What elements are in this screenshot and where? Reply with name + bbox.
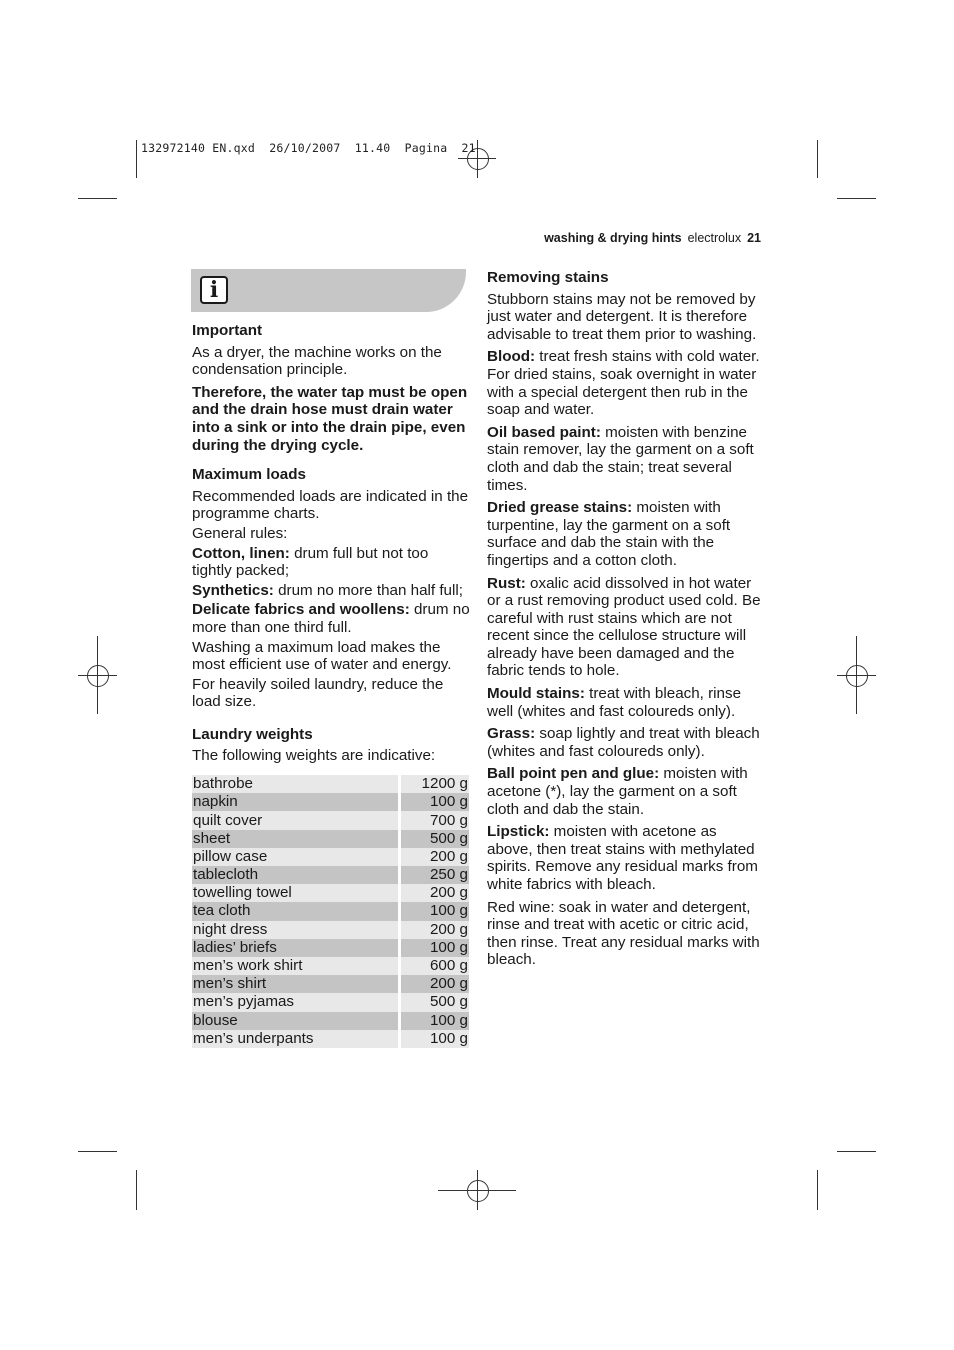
weight-item: men’s shirt	[192, 975, 398, 993]
stains-intro: Stubborn stains may not be removed by just water and detergent. It is therefore advisable to treat them prior to washing.	[487, 290, 757, 343]
max-loads-heading: Maximum loads	[192, 466, 306, 484]
rule-synthetics	[192, 582, 470, 600]
weight-item: napkin	[192, 793, 398, 811]
weight-value: 1200 g	[401, 775, 469, 793]
table-row	[192, 848, 469, 866]
stain-item	[487, 575, 765, 681]
important-warning: Therefore, the water tap must be open and the drain hose must drain water into a sink or into the drain pipe, even during the drying cycle.	[192, 383, 468, 454]
stain-text: soap lightly and treat with bleach (whites and fast coloureds only).	[487, 725, 760, 760]
weight-value: 200 g	[401, 884, 469, 902]
crop-mark	[136, 140, 137, 178]
stain-item	[487, 499, 765, 569]
crop-mark	[78, 198, 117, 199]
weight-item: ladies’ briefs	[192, 939, 398, 957]
crop-mark	[78, 1151, 117, 1152]
red-wine-text: Red wine: soak in water and detergent, rinse and treat with acetic or citric acid, then rinse. Treat any residual marks with bleach.	[487, 898, 760, 969]
weight-item: tea cloth	[192, 902, 398, 920]
stain-text: treat with bleach, rinse well (whites and fast coloureds only).	[487, 685, 742, 720]
table-row	[192, 775, 469, 793]
weight-value: 100 g	[401, 939, 469, 957]
table-row	[192, 830, 469, 848]
weight-value: 100 g	[401, 1030, 469, 1048]
stain-text: moisten with benzine stain remover, lay the garment on a soft cloth and dab the stain; treat several times.	[487, 423, 754, 494]
table-row	[192, 921, 469, 939]
rule-text: drum no more than one third full.	[192, 601, 470, 636]
rule-delicate	[192, 601, 470, 636]
laundry-weights-table	[192, 775, 469, 1048]
header-brand: electrolux	[687, 231, 742, 245]
page-number: 21	[747, 231, 761, 245]
running-header	[420, 231, 761, 245]
weight-item: bathrobe	[192, 775, 398, 793]
weight-value: 100 g	[401, 1012, 469, 1030]
stain-label: Grass:	[487, 725, 536, 743]
stain-text: moisten with acetone as above, then treat stains with methylated spirits. Remove any residual marks from white fabrics with bleach.	[487, 823, 758, 893]
weight-value: 250 g	[401, 866, 469, 884]
rule-label: Synthetics:	[192, 581, 274, 599]
weight-value: 500 g	[401, 830, 469, 848]
weight-value: 200 g	[401, 975, 469, 993]
stain-label: Lipstick:	[487, 823, 550, 841]
stains-heading: Removing stains	[487, 269, 609, 286]
weights-heading: Laundry weights	[192, 725, 313, 743]
stain-text: moisten with acetone (*), lay the garment on a soft cloth and dab the stain.	[487, 765, 748, 818]
weight-item: tablecloth	[192, 866, 398, 884]
stain-text: oxalic acid dissolved in hot water or a rust removing product used cold. Be careful with rust stains which are not recent since the cellulose structure will already have been damaged and the fabric tends to hole.	[487, 574, 761, 680]
weight-item: blouse	[192, 1012, 398, 1030]
stain-item	[487, 823, 765, 893]
max-loads-p4: For heavily soiled laundry, reduce the load size.	[192, 675, 444, 711]
table-row	[192, 811, 469, 829]
stain-label: Rust:	[487, 574, 526, 592]
header-section: washing & drying hints	[544, 231, 682, 245]
info-icon: i	[200, 276, 228, 304]
left-column	[192, 322, 470, 1048]
stain-item	[487, 348, 765, 418]
table-row	[192, 975, 469, 993]
table-row	[192, 993, 469, 1011]
weight-value: 200 g	[401, 848, 469, 866]
rule-label: Delicate fabrics and woollens:	[192, 601, 410, 619]
table-row	[192, 793, 469, 811]
weight-value: 600 g	[401, 957, 469, 975]
rule-text: drum full but not too tightly packed;	[192, 544, 429, 580]
weight-item: men’s pyjamas	[192, 993, 398, 1011]
crop-mark	[837, 1151, 876, 1152]
info-banner	[191, 269, 466, 312]
weight-value: 100 g	[401, 793, 469, 811]
weights-intro: The following weights are indicative:	[192, 747, 436, 765]
registration-mark	[467, 1180, 489, 1202]
crop-mark	[817, 140, 818, 178]
weight-item: towelling towel	[192, 884, 398, 902]
important-text: As a dryer, the machine works on the condensation principle.	[192, 343, 442, 379]
stain-label: Dried grease stains:	[487, 499, 633, 517]
weight-item: sheet	[192, 830, 398, 848]
table-row	[192, 902, 469, 920]
stain-item	[487, 424, 765, 494]
stain-item	[487, 725, 765, 760]
print-slug: 132972140 EN.qxd 26/10/2007 11.40 Pagina 21	[141, 141, 476, 155]
weight-value: 500 g	[401, 993, 469, 1011]
registration-mark	[87, 665, 109, 687]
weight-value: 100 g	[401, 902, 469, 920]
weight-value: 700 g	[401, 811, 469, 829]
weight-item: quilt cover	[192, 811, 398, 829]
rule-cotton	[192, 545, 470, 580]
table-row	[192, 866, 469, 884]
stain-label: Blood:	[487, 348, 536, 366]
weight-value: 200 g	[401, 921, 469, 939]
stain-text: moisten with turpentine, lay the garment on a soft surface and dab the stain with the fingertips and a cotton cloth.	[487, 499, 731, 569]
table-row	[192, 1030, 469, 1048]
stain-label: Oil based paint:	[487, 423, 601, 441]
rule-text: drum no more than half full;	[273, 581, 463, 599]
stain-label: Mould stains:	[487, 685, 585, 703]
important-heading: Important	[192, 322, 263, 339]
rule-label: Cotton, linen:	[192, 544, 290, 562]
max-loads-p3: Washing a maximum load makes the most efficient use of water and energy.	[192, 638, 452, 674]
table-row	[192, 957, 469, 975]
crop-mark	[817, 1170, 818, 1210]
weight-item: pillow case	[192, 848, 398, 866]
max-loads-p2: General rules:	[192, 524, 288, 542]
stain-item	[487, 685, 765, 720]
max-loads-p1: Recommended loads are indicated in the programme charts.	[192, 487, 469, 523]
table-row	[192, 1012, 469, 1030]
weight-item: men’s underpants	[192, 1030, 398, 1048]
weight-item: night dress	[192, 921, 398, 939]
table-row	[192, 939, 469, 957]
weight-item: men’s work shirt	[192, 957, 398, 975]
crop-mark	[837, 198, 876, 199]
stain-text: treat fresh stains with cold water. For dried stains, soak overnight in water with a special detergent then rub in the soap and water.	[487, 348, 760, 419]
table-row	[192, 884, 469, 902]
right-column	[487, 269, 765, 974]
stain-label: Ball point pen and glue:	[487, 765, 660, 783]
stain-item	[487, 765, 765, 818]
stain-list	[487, 348, 765, 893]
crop-mark	[136, 1170, 137, 1210]
registration-mark	[846, 665, 868, 687]
